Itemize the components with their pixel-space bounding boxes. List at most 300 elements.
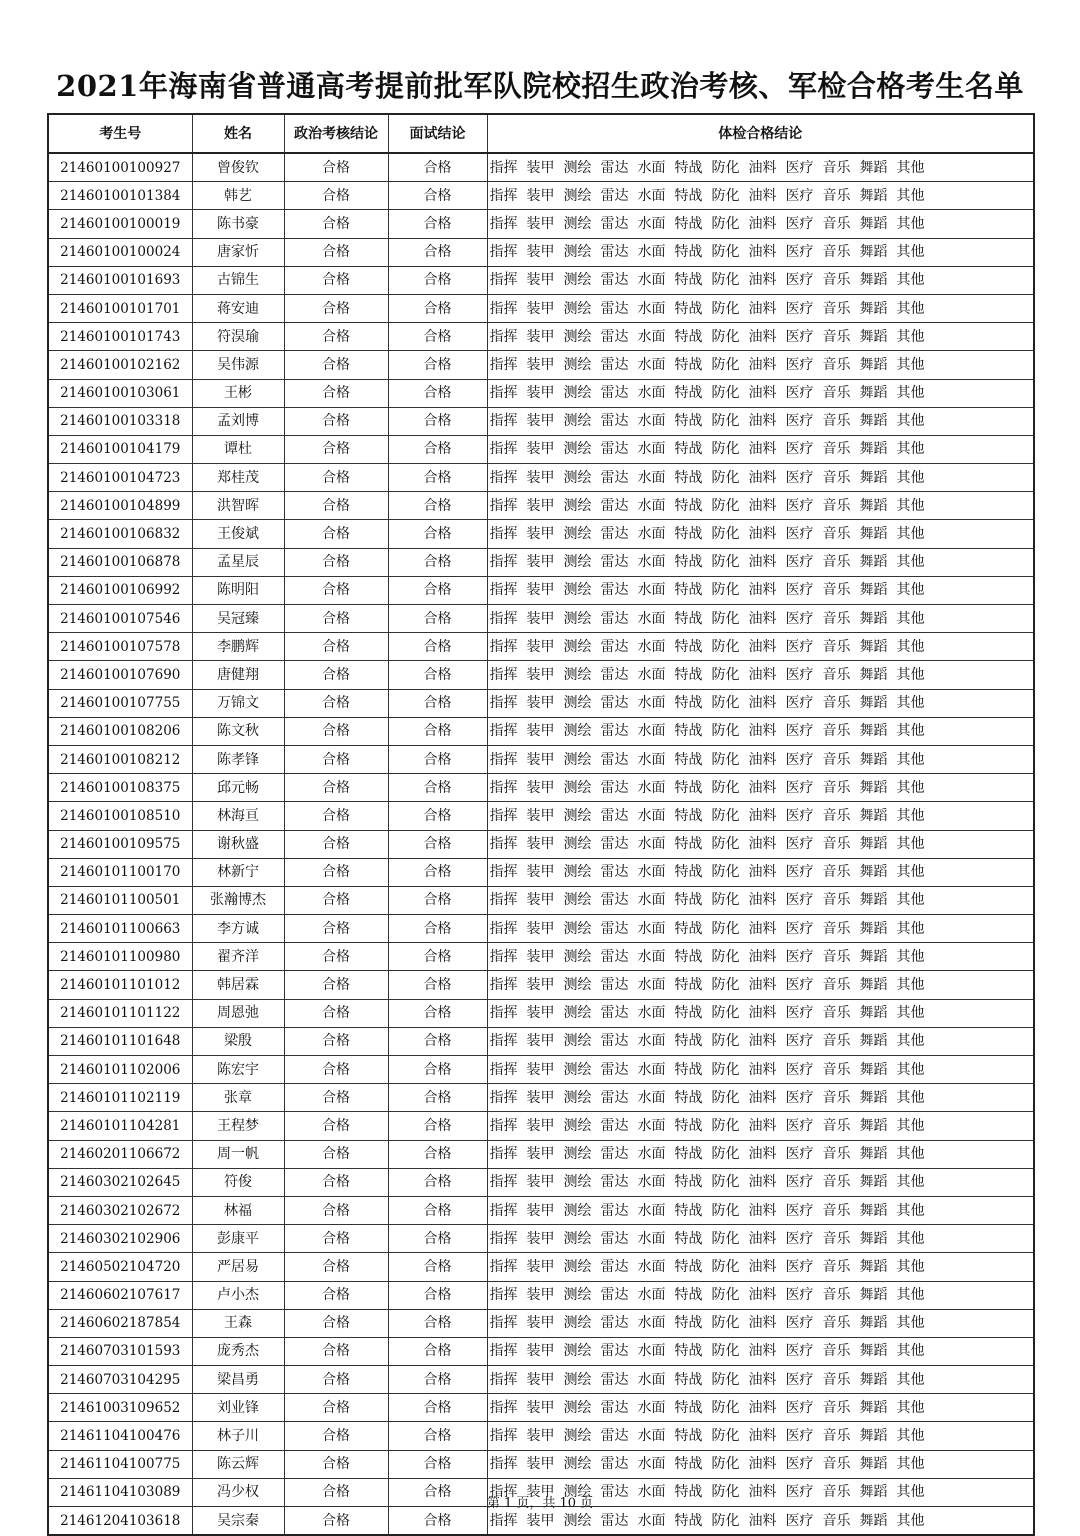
medical-category: 雷达 xyxy=(600,1005,629,1022)
medical-category: 雷达 xyxy=(600,413,629,430)
medical-category: 其他 xyxy=(896,1061,925,1078)
medical-category: 特战 xyxy=(674,497,703,514)
medical-category: 医疗 xyxy=(785,723,814,740)
cell-name: 王森 xyxy=(192,1309,284,1337)
table-row xyxy=(48,266,1034,294)
medical-category: 舞蹈 xyxy=(859,1258,888,1275)
medical-category: 油料 xyxy=(748,1315,777,1332)
medical-category: 雷达 xyxy=(600,836,629,853)
medical-category: 医疗 xyxy=(785,1287,814,1304)
medical-category: 舞蹈 xyxy=(859,1484,888,1501)
medical-category: 水面 xyxy=(637,187,666,204)
medical-category: 医疗 xyxy=(785,215,814,232)
medical-category: 音乐 xyxy=(822,723,851,740)
medical-category: 医疗 xyxy=(785,300,814,317)
medical-category: 水面 xyxy=(637,1343,666,1360)
medical-category: 测绘 xyxy=(563,272,592,289)
medical-category: 油料 xyxy=(748,1456,777,1473)
table-row xyxy=(48,1196,1034,1224)
medical-category: 舞蹈 xyxy=(859,159,888,176)
medical-category: 装甲 xyxy=(526,187,555,204)
cell-id: 21461104103089 xyxy=(48,1478,192,1506)
medical-category: 雷达 xyxy=(600,1315,629,1332)
cell-political: 合格 xyxy=(284,1422,388,1450)
medical-category: 音乐 xyxy=(822,1174,851,1191)
cell-id: 21460101100501 xyxy=(48,886,192,914)
medical-category: 雷达 xyxy=(600,1428,629,1445)
cell-political: 合格 xyxy=(284,1366,388,1394)
medical-category: 装甲 xyxy=(526,469,555,486)
medical-category: 雷达 xyxy=(600,441,629,458)
table-row xyxy=(48,858,1034,886)
medical-category: 特战 xyxy=(674,1230,703,1247)
medical-category: 水面 xyxy=(637,1315,666,1332)
medical-category: 其他 xyxy=(896,441,925,458)
medical-category: 水面 xyxy=(637,497,666,514)
medical-category: 雷达 xyxy=(600,1484,629,1501)
medical-category: 音乐 xyxy=(822,1202,851,1219)
table-row xyxy=(48,1140,1034,1168)
medical-category: 测绘 xyxy=(563,892,592,909)
cell-interview: 合格 xyxy=(388,1366,487,1394)
medical-category: 医疗 xyxy=(785,441,814,458)
cell-name: 林福 xyxy=(192,1196,284,1224)
medical-category: 音乐 xyxy=(822,413,851,430)
medical-category: 水面 xyxy=(637,1484,666,1501)
medical-category: 其他 xyxy=(896,1230,925,1247)
medical-category: 特战 xyxy=(674,610,703,627)
medical-category: 特战 xyxy=(674,554,703,571)
medical-category: 特战 xyxy=(674,328,703,345)
medical-category: 医疗 xyxy=(785,1230,814,1247)
medical-category: 油料 xyxy=(748,526,777,543)
header-political: 政治考核结论 xyxy=(284,114,388,153)
medical-category: 装甲 xyxy=(526,1371,555,1388)
medical-category: 装甲 xyxy=(526,356,555,373)
cell-id: 21460502104720 xyxy=(48,1253,192,1281)
medical-category: 舞蹈 xyxy=(859,723,888,740)
medical-category: 指挥 xyxy=(489,666,518,683)
medical-category: 音乐 xyxy=(822,864,851,881)
cell-interview: 合格 xyxy=(388,717,487,745)
table-row xyxy=(48,210,1034,238)
medical-category: 测绘 xyxy=(563,1033,592,1050)
medical-category: 舞蹈 xyxy=(859,1371,888,1388)
medical-category: 装甲 xyxy=(526,441,555,458)
medical-category: 水面 xyxy=(637,441,666,458)
table-row xyxy=(48,379,1034,407)
medical-category: 其他 xyxy=(896,1033,925,1050)
medical-category: 雷达 xyxy=(600,328,629,345)
medical-category: 特战 xyxy=(674,1428,703,1445)
medical-category: 雷达 xyxy=(600,272,629,289)
medical-category: 其他 xyxy=(896,1371,925,1388)
medical-category: 油料 xyxy=(748,582,777,599)
medical-category: 医疗 xyxy=(785,920,814,937)
medical-category: 医疗 xyxy=(785,159,814,176)
medical-category: 测绘 xyxy=(563,1061,592,1078)
medical-category: 医疗 xyxy=(785,413,814,430)
medical-category: 特战 xyxy=(674,187,703,204)
medical-category: 舞蹈 xyxy=(859,1456,888,1473)
cell-political: 合格 xyxy=(284,576,388,604)
cell-name: 谭杜 xyxy=(192,435,284,463)
medical-category: 水面 xyxy=(637,695,666,712)
medical-category: 测绘 xyxy=(563,695,592,712)
medical-category: 测绘 xyxy=(563,187,592,204)
medical-category: 防化 xyxy=(711,1343,740,1360)
medical-category: 特战 xyxy=(674,1343,703,1360)
medical-category: 音乐 xyxy=(822,526,851,543)
cell-interview: 合格 xyxy=(388,1309,487,1337)
cell-interview: 合格 xyxy=(388,182,487,210)
medical-category: 装甲 xyxy=(526,1456,555,1473)
medical-category: 音乐 xyxy=(822,328,851,345)
medical-category: 雷达 xyxy=(600,554,629,571)
medical-category: 雷达 xyxy=(600,610,629,627)
medical-category: 特战 xyxy=(674,977,703,994)
cell-id: 21460201106672 xyxy=(48,1140,192,1168)
cell-id: 21460101100980 xyxy=(48,943,192,971)
medical-category: 舞蹈 xyxy=(859,892,888,909)
cell-interview: 合格 xyxy=(388,1450,487,1478)
cell-interview: 合格 xyxy=(388,238,487,266)
medical-category: 防化 xyxy=(711,610,740,627)
medical-category: 油料 xyxy=(748,1061,777,1078)
medical-category: 其他 xyxy=(896,582,925,599)
cell-name: 韩艺 xyxy=(192,182,284,210)
medical-category: 雷达 xyxy=(600,385,629,402)
medical-category: 油料 xyxy=(748,638,777,655)
medical-category: 防化 xyxy=(711,1089,740,1106)
medical-category: 装甲 xyxy=(526,413,555,430)
cell-medical xyxy=(487,1281,1034,1309)
medical-category: 测绘 xyxy=(563,864,592,881)
medical-category: 舞蹈 xyxy=(859,751,888,768)
table-row xyxy=(48,689,1034,717)
cell-id: 21460100108206 xyxy=(48,717,192,745)
cell-medical xyxy=(487,1027,1034,1055)
medical-category: 音乐 xyxy=(822,1343,851,1360)
medical-category: 舞蹈 xyxy=(859,1512,888,1529)
table-row xyxy=(48,576,1034,604)
medical-category: 医疗 xyxy=(785,526,814,543)
medical-category: 特战 xyxy=(674,300,703,317)
medical-category: 医疗 xyxy=(785,469,814,486)
cell-name: 唐健翔 xyxy=(192,661,284,689)
table-row xyxy=(48,492,1034,520)
medical-category: 音乐 xyxy=(822,779,851,796)
cell-name: 冯少权 xyxy=(192,1478,284,1506)
medical-category: 特战 xyxy=(674,1005,703,1022)
medical-category: 防化 xyxy=(711,413,740,430)
medical-category: 舞蹈 xyxy=(859,1315,888,1332)
table-row xyxy=(48,407,1034,435)
medical-category: 水面 xyxy=(637,1371,666,1388)
medical-category: 测绘 xyxy=(563,159,592,176)
cell-id: 21460100106992 xyxy=(48,576,192,604)
medical-category: 油料 xyxy=(748,441,777,458)
medical-category: 测绘 xyxy=(563,554,592,571)
table-row xyxy=(48,1027,1034,1055)
medical-category: 防化 xyxy=(711,582,740,599)
medical-category: 特战 xyxy=(674,1089,703,1106)
medical-category: 水面 xyxy=(637,1202,666,1219)
medical-category: 防化 xyxy=(711,638,740,655)
cell-interview: 合格 xyxy=(388,633,487,661)
cell-id: 21460100100019 xyxy=(48,210,192,238)
cell-interview: 合格 xyxy=(388,1027,487,1055)
medical-category: 装甲 xyxy=(526,1202,555,1219)
medical-category: 指挥 xyxy=(489,441,518,458)
table-row xyxy=(48,548,1034,576)
medical-category: 油料 xyxy=(748,1484,777,1501)
medical-category: 装甲 xyxy=(526,215,555,232)
medical-category: 医疗 xyxy=(785,1484,814,1501)
medical-category: 油料 xyxy=(748,1287,777,1304)
cell-id: 21460101104281 xyxy=(48,1112,192,1140)
medical-category: 特战 xyxy=(674,356,703,373)
medical-category: 装甲 xyxy=(526,1089,555,1106)
medical-category: 测绘 xyxy=(563,215,592,232)
medical-category: 其他 xyxy=(896,356,925,373)
medical-category: 指挥 xyxy=(489,1202,518,1219)
cell-political: 合格 xyxy=(284,605,388,633)
medical-category: 水面 xyxy=(637,1089,666,1106)
medical-category: 其他 xyxy=(896,1202,925,1219)
medical-category: 特战 xyxy=(674,215,703,232)
medical-category: 防化 xyxy=(711,751,740,768)
medical-category: 指挥 xyxy=(489,695,518,712)
cell-interview: 合格 xyxy=(388,1281,487,1309)
medical-category: 音乐 xyxy=(822,751,851,768)
table-row xyxy=(48,182,1034,210)
cell-medical xyxy=(487,689,1034,717)
medical-category: 特战 xyxy=(674,1202,703,1219)
cell-political: 合格 xyxy=(284,915,388,943)
table-row xyxy=(48,886,1034,914)
medical-category: 水面 xyxy=(637,526,666,543)
medical-category: 音乐 xyxy=(822,1258,851,1275)
medical-category: 其他 xyxy=(896,526,925,543)
cell-name: 张章 xyxy=(192,1084,284,1112)
medical-category: 其他 xyxy=(896,779,925,796)
medical-category: 其他 xyxy=(896,554,925,571)
cell-medical xyxy=(487,1084,1034,1112)
table-row xyxy=(48,633,1034,661)
medical-category: 水面 xyxy=(637,751,666,768)
medical-category: 防化 xyxy=(711,836,740,853)
medical-category: 医疗 xyxy=(785,1117,814,1134)
cell-medical xyxy=(487,774,1034,802)
medical-category: 指挥 xyxy=(489,385,518,402)
medical-category: 指挥 xyxy=(489,610,518,627)
cell-political: 合格 xyxy=(284,830,388,858)
table-row xyxy=(48,661,1034,689)
medical-category: 水面 xyxy=(637,356,666,373)
medical-category: 测绘 xyxy=(563,582,592,599)
cell-id: 21460602187854 xyxy=(48,1309,192,1337)
cell-medical xyxy=(487,943,1034,971)
medical-category: 特战 xyxy=(674,638,703,655)
medical-category: 其他 xyxy=(896,751,925,768)
medical-category: 防化 xyxy=(711,779,740,796)
medical-category: 特战 xyxy=(674,1371,703,1388)
cell-medical xyxy=(487,351,1034,379)
cell-name: 梁殷 xyxy=(192,1027,284,1055)
medical-category: 雷达 xyxy=(600,920,629,937)
medical-category: 指挥 xyxy=(489,356,518,373)
medical-category: 医疗 xyxy=(785,554,814,571)
medical-category: 油料 xyxy=(748,1117,777,1134)
medical-category: 医疗 xyxy=(785,1512,814,1529)
cell-id: 21460100101701 xyxy=(48,294,192,322)
medical-category: 医疗 xyxy=(785,695,814,712)
medical-category: 指挥 xyxy=(489,892,518,909)
cell-id: 21460100108510 xyxy=(48,802,192,830)
medical-category: 音乐 xyxy=(822,497,851,514)
medical-category: 医疗 xyxy=(785,328,814,345)
medical-category: 特战 xyxy=(674,1287,703,1304)
cell-medical xyxy=(487,1450,1034,1478)
medical-category: 音乐 xyxy=(822,1146,851,1163)
medical-category: 油料 xyxy=(748,1512,777,1529)
cell-political: 合格 xyxy=(284,1084,388,1112)
medical-category: 装甲 xyxy=(526,723,555,740)
medical-category: 指挥 xyxy=(489,1089,518,1106)
medical-category: 雷达 xyxy=(600,695,629,712)
medical-category: 油料 xyxy=(748,497,777,514)
cell-interview: 合格 xyxy=(388,1422,487,1450)
medical-category: 舞蹈 xyxy=(859,1174,888,1191)
medical-category: 指挥 xyxy=(489,807,518,824)
medical-category: 指挥 xyxy=(489,1061,518,1078)
medical-category: 舞蹈 xyxy=(859,1230,888,1247)
cell-id: 21460100107690 xyxy=(48,661,192,689)
medical-category: 医疗 xyxy=(785,1315,814,1332)
medical-category: 雷达 xyxy=(600,807,629,824)
cell-political: 合格 xyxy=(284,1225,388,1253)
table-row xyxy=(48,999,1034,1027)
medical-category: 音乐 xyxy=(822,159,851,176)
cell-id: 21460101102006 xyxy=(48,1056,192,1084)
cell-name: 郑桂茂 xyxy=(192,464,284,492)
cell-political: 合格 xyxy=(284,943,388,971)
medical-category: 指挥 xyxy=(489,1005,518,1022)
medical-category: 雷达 xyxy=(600,1371,629,1388)
cell-interview: 合格 xyxy=(388,1056,487,1084)
medical-category: 雷达 xyxy=(600,497,629,514)
medical-category: 雷达 xyxy=(600,1456,629,1473)
cell-interview: 合格 xyxy=(388,576,487,604)
medical-category: 防化 xyxy=(711,666,740,683)
medical-category: 其他 xyxy=(896,836,925,853)
cell-political: 合格 xyxy=(284,1450,388,1478)
medical-category: 雷达 xyxy=(600,469,629,486)
candidate-table xyxy=(47,113,1035,1536)
medical-category: 特战 xyxy=(674,526,703,543)
medical-category: 测绘 xyxy=(563,328,592,345)
table-row xyxy=(48,1337,1034,1365)
medical-category: 舞蹈 xyxy=(859,864,888,881)
medical-category: 水面 xyxy=(637,1146,666,1163)
cell-medical xyxy=(487,182,1034,210)
medical-category: 特战 xyxy=(674,807,703,824)
cell-interview: 合格 xyxy=(388,210,487,238)
cell-interview: 合格 xyxy=(388,971,487,999)
medical-category: 防化 xyxy=(711,159,740,176)
cell-interview: 合格 xyxy=(388,830,487,858)
cell-political: 合格 xyxy=(284,689,388,717)
medical-category: 音乐 xyxy=(822,187,851,204)
cell-medical xyxy=(487,745,1034,773)
medical-category: 水面 xyxy=(637,892,666,909)
medical-category: 水面 xyxy=(637,1005,666,1022)
medical-category: 测绘 xyxy=(563,1343,592,1360)
cell-id: 21460100109575 xyxy=(48,830,192,858)
cell-id: 21460703104295 xyxy=(48,1366,192,1394)
medical-category: 油料 xyxy=(748,159,777,176)
cell-medical xyxy=(487,717,1034,745)
cell-interview: 合格 xyxy=(388,1084,487,1112)
cell-political: 合格 xyxy=(284,1507,388,1536)
cell-id: 21460100101384 xyxy=(48,182,192,210)
medical-category: 防化 xyxy=(711,272,740,289)
table-row xyxy=(48,745,1034,773)
medical-category: 指挥 xyxy=(489,751,518,768)
medical-category: 舞蹈 xyxy=(859,1287,888,1304)
medical-category: 特战 xyxy=(674,1033,703,1050)
medical-category: 舞蹈 xyxy=(859,1202,888,1219)
medical-category: 油料 xyxy=(748,807,777,824)
medical-category: 舞蹈 xyxy=(859,1089,888,1106)
cell-medical xyxy=(487,999,1034,1027)
medical-category: 医疗 xyxy=(785,638,814,655)
medical-category: 装甲 xyxy=(526,920,555,937)
medical-category: 音乐 xyxy=(822,695,851,712)
medical-category: 其他 xyxy=(896,1089,925,1106)
medical-category: 水面 xyxy=(637,1230,666,1247)
medical-category: 音乐 xyxy=(822,1428,851,1445)
medical-category: 测绘 xyxy=(563,807,592,824)
medical-category: 测绘 xyxy=(563,356,592,373)
cell-medical xyxy=(487,266,1034,294)
medical-category: 音乐 xyxy=(822,1399,851,1416)
medical-category: 防化 xyxy=(711,1230,740,1247)
medical-category: 其他 xyxy=(896,666,925,683)
medical-category: 装甲 xyxy=(526,1033,555,1050)
medical-category: 音乐 xyxy=(822,244,851,261)
cell-name: 陈孝锋 xyxy=(192,745,284,773)
cell-interview: 合格 xyxy=(388,379,487,407)
cell-political: 合格 xyxy=(284,633,388,661)
medical-category: 测绘 xyxy=(563,779,592,796)
medical-category: 其他 xyxy=(896,1399,925,1416)
medical-category: 装甲 xyxy=(526,1315,555,1332)
medical-category: 舞蹈 xyxy=(859,1146,888,1163)
table-row xyxy=(48,717,1034,745)
medical-category: 指挥 xyxy=(489,1343,518,1360)
medical-category: 雷达 xyxy=(600,723,629,740)
cell-name: 张瀚博杰 xyxy=(192,886,284,914)
medical-category: 水面 xyxy=(637,1428,666,1445)
cell-medical xyxy=(487,1168,1034,1196)
medical-category: 防化 xyxy=(711,1258,740,1275)
table-row xyxy=(48,1084,1034,1112)
medical-category: 防化 xyxy=(711,300,740,317)
cell-interview: 合格 xyxy=(388,999,487,1027)
medical-category: 音乐 xyxy=(822,948,851,965)
